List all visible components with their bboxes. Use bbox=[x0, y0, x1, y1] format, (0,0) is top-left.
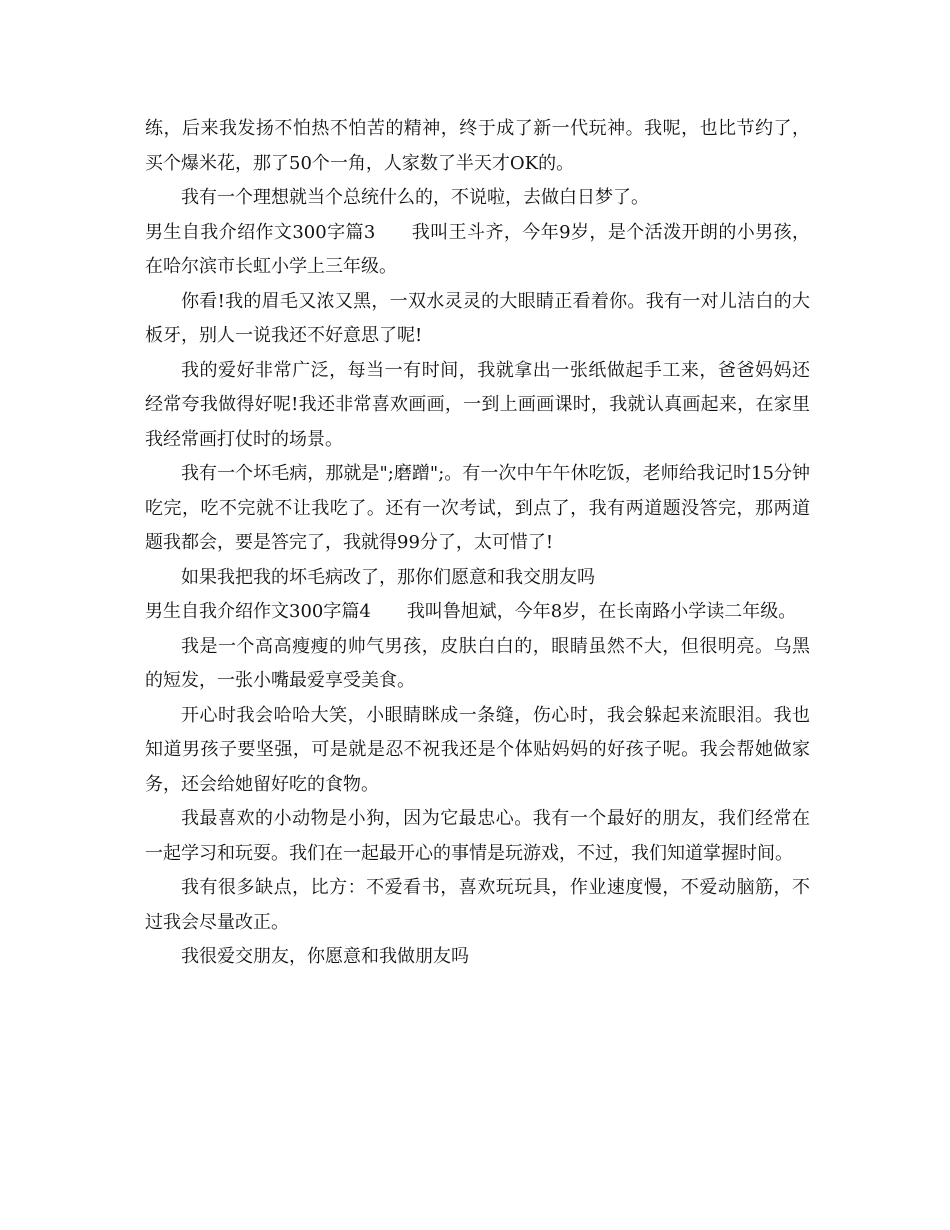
paragraph-dream: 我有一个理想就当个总统什么的，不说啦，去做白日梦了。 bbox=[181, 187, 649, 208]
section3-lead: 我叫王斗齐，今年9岁，是个活泼开朗的小男孩，在哈尔滨市长虹小学上三年级。 bbox=[145, 221, 810, 277]
section3-paragraph: 我有一个坏毛病，那就是";磨蹭";。有一次中午午休吃饭，老师给我记时15分钟吃完，吃不完就不让我吃了。还有一次考试，到点了，我有两道题没答完，那两道题我都会，要是答完了，我就得99分了，太可惜了! bbox=[145, 463, 810, 553]
paragraph-continued: 练，后来我发扬不怕热不怕苦的精神，终于成了新一代玩神。我呢，也比节约了，买个爆米花，那了50个一角，人家数了半天才OK的。 bbox=[145, 118, 810, 174]
section3-heading-line bbox=[145, 216, 810, 285]
section4-paragraph: 我有很多缺点，比方：不爱看书，喜欢玩玩具，作业速度慢，不爱动脑筋，不过我会尽量改正。 bbox=[145, 877, 810, 933]
section4-paragraph: 我最喜欢的小动物是小狗，因为它最忠心。我有一个最好的朋友，我们经常在一起学习和玩耍。我们在一起最开心的事情是玩游戏，不过，我们知道掌握时间。 bbox=[145, 808, 810, 864]
section4-title: 男生自我介绍作文300字篇4 bbox=[145, 601, 371, 622]
section4-heading-line bbox=[145, 595, 810, 630]
document-body bbox=[145, 112, 810, 975]
section3-title: 男生自我介绍作文300字篇3 bbox=[145, 221, 376, 243]
section4-paragraph: 开心时我会哈哈大笑，小眼睛眯成一条缝，伤心时，我会躲起来流眼泪。我也知道男孩子要坚强，可是就是忍不祝我还是个体贴妈妈的好孩子呢。我会帮她做家务，还会给她留好吃的食物。 bbox=[145, 704, 810, 795]
section3-paragraph: 你看!我的眉毛又浓又黑，一双水灵灵的大眼睛正看着你。我有一对儿洁白的大板牙，别人一说我还不好意思了呢! bbox=[145, 290, 810, 346]
section4-paragraph: 我很爱交朋友，你愿意和我做朋友吗 bbox=[181, 946, 469, 967]
section3-paragraph: 如果我把我的坏毛病改了，那你们愿意和我交朋友吗 bbox=[181, 566, 595, 588]
section4-paragraph: 我是一个高高瘦瘦的帅气男孩，皮肤白白的，眼睛虽然不大，但很明亮。乌黑的短发，一张小嘴最爱享受美食。 bbox=[145, 635, 810, 691]
section3-paragraph: 我的爱好非常广泛，每当一有时间，我就拿出一张纸做起手工来，爸爸妈妈还经常夸我做得好呢!我还非常喜欢画画，一到上画画课时，我就认真画起来，在家里我经常画打仗时的场景。 bbox=[145, 359, 810, 450]
section4-lead: 我叫鲁旭斌，今年8岁，在长南路小学读二年级。 bbox=[406, 601, 797, 622]
